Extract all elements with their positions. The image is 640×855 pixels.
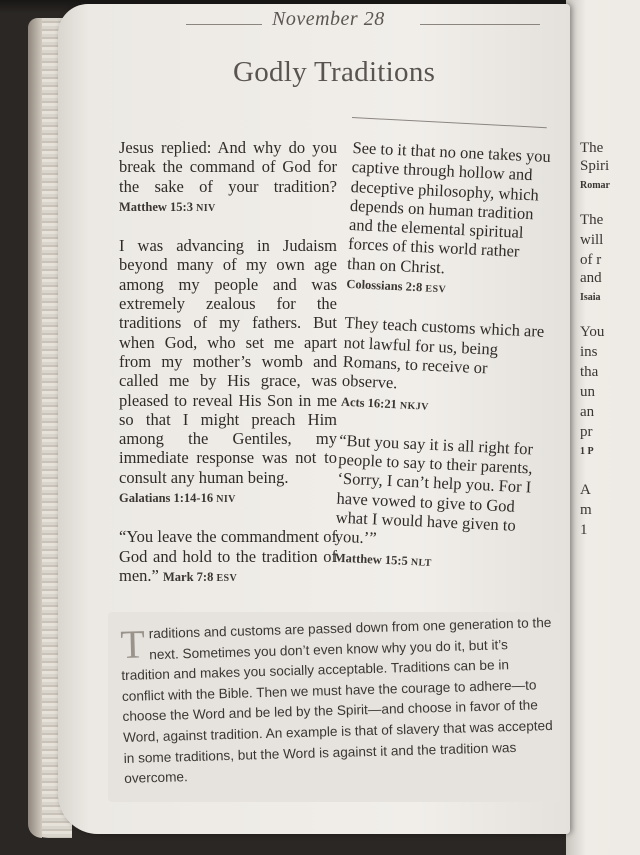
- date-rule-left: [186, 24, 262, 25]
- scripture-reference: Acts 16:21 NKJV: [340, 394, 429, 413]
- drop-cap: T: [119, 621, 146, 667]
- date-rule-right: [420, 24, 540, 25]
- scripture-passage: [346, 138, 553, 304]
- next-page-text: A: [580, 482, 591, 498]
- scripture-reference: Colossians 2:8 ESV: [346, 276, 447, 296]
- next-page-text: will: [580, 232, 604, 248]
- next-page: [566, 0, 640, 855]
- next-page-text: Spiri: [580, 158, 610, 174]
- next-page-text: The: [580, 212, 604, 228]
- scripture-passage: [119, 138, 337, 218]
- next-page-text: The: [580, 140, 604, 156]
- devotional-paragraph: [120, 613, 556, 790]
- next-page-text: 1: [580, 522, 588, 538]
- scripture-passage: [119, 236, 337, 509]
- next-page-text: m: [580, 502, 592, 518]
- next-page-text: pr: [580, 424, 593, 440]
- scripture-reference: Matthew 15:3 NIV: [119, 199, 216, 214]
- scripture-passage: [333, 431, 539, 578]
- next-page-text: 1 P: [580, 446, 594, 457]
- next-page-text: un: [580, 384, 595, 400]
- scripture-text: See to it that no one takes you captive through hollow and deceptive philosophy, which depends on human tradition and the elemental spiritual forces of this world rather than on Christ.: [346, 138, 552, 278]
- scripture-text: Jesus replied: And why do you break the command of God for the sake of your tradition?: [119, 138, 337, 196]
- page-title: Godly Traditions: [233, 56, 436, 88]
- scripture-text: “But you say it is all right for people to say to their parents, ‘Sorry, I can’t help you. For I have vowed to give to God what I would have given to you.’”: [334, 430, 534, 548]
- next-page-text: of r: [580, 252, 602, 268]
- scripture-passage: [341, 313, 545, 421]
- devotional-text: raditions and customs are passed down from one generation to the next. Sometimes you don’t even know why you do it, but it’s tradition and makes you socially acceptable. Traditions can be in conflict with the Bible. Then we must have the courage to adhere—to choose the Word and be led by the Spirit—and choose in favor of the Word, against tradition. An example is that of slavery that was accepted in some traditions, but the Word is against it and the tradition was overcome.: [121, 614, 553, 787]
- next-page-text: and: [580, 270, 602, 286]
- scripture-text: I was advancing in Judaism beyond many of my own age among my people and was extremely zealous for the traditions of my fathers. But when God, who set me apart from my mother’s womb and called me by His grace, was pleased to reveal His Son in me so that I might preach Him among the Gentiles, my immediate response was not to consult any human being.: [119, 236, 337, 487]
- scripture-passage: [119, 527, 337, 588]
- next-page-text: ins: [580, 344, 598, 360]
- next-page-text: tha: [580, 364, 599, 380]
- next-page-text: Isaia: [580, 292, 601, 303]
- scripture-text: They teach customs which are not lawful for us, being Romans, to receive or observe.: [341, 313, 545, 393]
- scripture-text: “You leave the commandment of God and hold to the tradition of men.”: [119, 527, 337, 585]
- next-page-text: You: [580, 324, 605, 340]
- next-page-text: Romar: [580, 180, 610, 191]
- scripture-reference: Matthew 15:5 NLT: [333, 550, 432, 569]
- scripture-reference: Mark 7:8 ESV: [162, 569, 238, 584]
- left-scripture-column: [119, 138, 337, 606]
- right-scripture-column: [333, 138, 553, 596]
- page-date: November 28: [272, 8, 385, 30]
- scripture-reference: Galatians 1:14-16 NIV: [119, 491, 236, 506]
- next-page-text: an: [580, 404, 595, 420]
